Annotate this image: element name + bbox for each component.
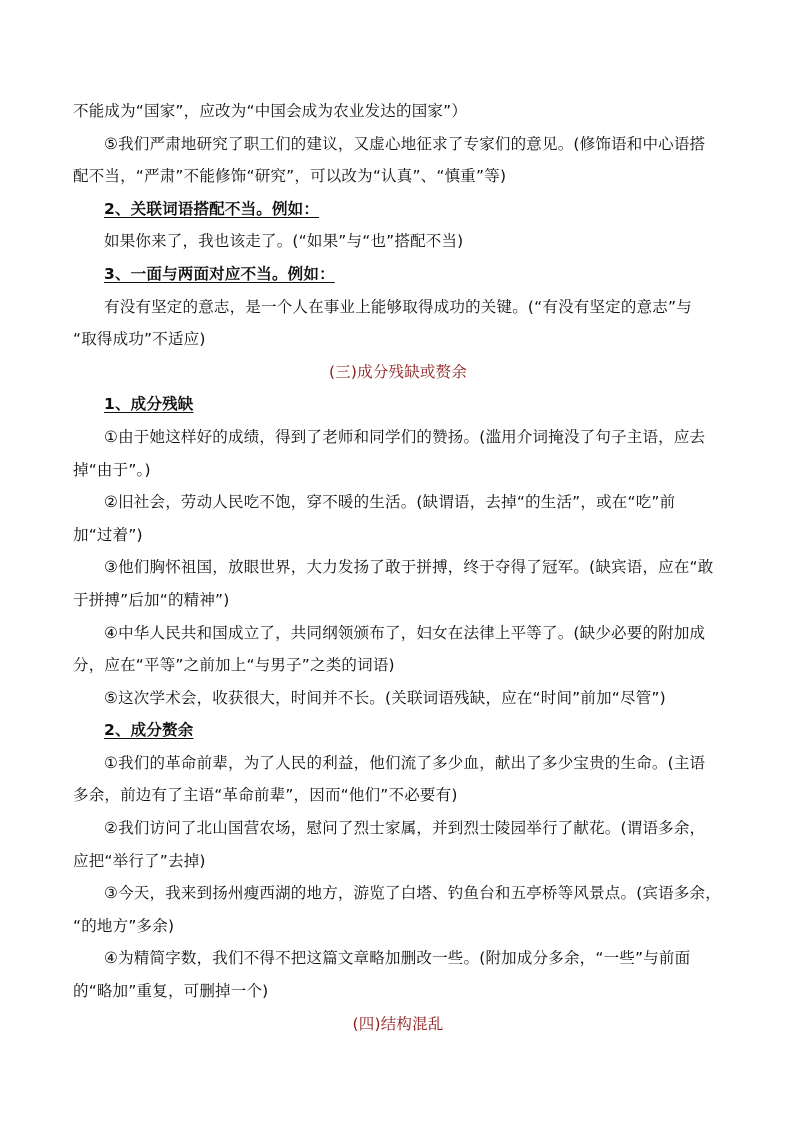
subheading: 3、一面与两面对应不当。例如： [104, 264, 335, 283]
subheading: 2、成分赘余 [104, 721, 194, 740]
example-line: ⑤我们严肃地研究了职工们的建议，又虚心地征求了专家们的意见。(修饰语和中心语搭 [104, 134, 706, 153]
subheading: 2、关联词语搭配不当。例如： [104, 199, 320, 218]
text-line: “取得成功”不适应) [73, 330, 206, 349]
text-line: 应把“举行了”去掉) [73, 851, 206, 870]
example-line: ①由于她这样好的成绩，得到了老师和同学们的赞扬。(滥用介词掩没了句子主语，应去 [104, 427, 706, 446]
example-line: 有没有坚定的意志，是一个人在事业上能够取得成功的关键。(“有没有坚定的意志”与 [104, 297, 692, 316]
example-line: ③今天，我来到扬州瘦西湖的地方，游览了白塔、钓鱼台和五亭桥等风景点。(宾语多余， [104, 884, 721, 903]
section-title: (四)结构混乱 [352, 1014, 444, 1033]
document-page [73, 95, 723, 1040]
example-line: 如果你来了，我也该走了。(“如果”与“也”搭配不当) [104, 232, 464, 251]
subheading: 1、成分残缺 [104, 395, 194, 414]
text-line: 配不当，“严肃”不能修饰“研究”，可以改为“认真”、“慎重”等) [73, 167, 507, 186]
text-line: 不能成为“国家”，应改为“中国会成为农业发达的国家”） [73, 102, 468, 120]
example-line: ②我们访问了北山国营农场，慰问了烈士家属，并到烈士陵园举行了献花。(谓语多余， [104, 819, 706, 838]
text-line: “的地方”多余) [73, 916, 175, 935]
text-line: 多余，前边有了主语“革命前辈”，因而“他们”不必要有) [73, 786, 458, 805]
example-line: ④中华人民共和国成立了，共同纲领颁布了，妇女在法律上平等了。(缺少必要的附加成 [104, 623, 706, 642]
text-line: 分，应在“平等”之前加上“与男子”之类的词语) [73, 656, 395, 675]
example-line: ③他们胸怀祖国，放眼世界，大力发扬了敢于拼搏，终于夺得了冠军。(缺宾语，应在“敢 [104, 558, 714, 577]
section-title: (三)成分残缺或赘余 [328, 362, 468, 381]
example-line: ①我们的革命前辈，为了人民的利益，他们流了多少血，献出了多少宝贵的生命。(主语 [104, 753, 706, 772]
text-line: 的“略加”重复，可删掉一个) [73, 982, 269, 1001]
example-line: ②旧社会，劳动人民吃不饱，穿不暖的生活。(缺谓语，去掉“的生活”，或在“吃”前 [104, 493, 676, 512]
text-line: 掉“由于”。) [73, 460, 151, 479]
example-line: ④为精简字数，我们不得不把这篇文章略加删改一些。(附加成分多余，“一些”与前面 [104, 949, 691, 968]
example-line: ⑤这次学术会，收获很大，时间并不长。(关联词语残缺，应在“时间”前加“尽管”) [104, 688, 666, 707]
text-line: 于拼搏”后加“的精神”) [73, 590, 230, 609]
text-line: 加“过着”) [73, 525, 143, 544]
